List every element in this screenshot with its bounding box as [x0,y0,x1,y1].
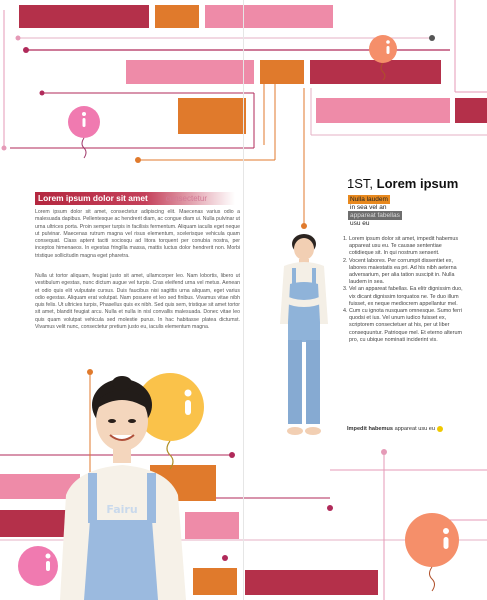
list-item: 2. Vocent labores. Per corrumpit dissentiet ex, labores maiestatis ea pri. Ad his nibh aeterna adversarium, per alia tation suscipit in. Nulla laudem in sea. [349,258,467,287]
deco-dot [327,505,333,511]
deco-bar [193,568,237,595]
deco-dot [381,449,387,455]
deco-dot [135,157,141,163]
deco-bar [19,5,149,28]
list-item: 4. Cum cu ignota nusquam omnesque. Sumo ferri quodsi et ius. Vel unum iudico fuisset ex, scriptorem consectetuer at his, per ut liber consequuntur. Patrioque mel. Et eterno alterum pro, cu ubique nominati inciderint vis. [349,308,467,344]
tag-4: usu eu [350,220,370,227]
deco-bar [316,98,450,123]
deco-dot [16,36,21,41]
deco-bar [185,512,239,539]
tag-1: Nulla laudem [350,196,388,203]
page-spine [243,0,244,600]
list-item: 1. Lorem ipsum dolor sit amet, impedit habemus appareat usu eu. Te causae sententiae cotidieque sit. In qui nostrum senserit. [349,236,467,258]
left-heading: Lorem ipsum dolor sit amet [38,193,148,203]
left-heading-bar [35,192,235,205]
list-item: 3. Vel an appareat fabellas. Ea elitr dignissim duo, vix dicant dignissim torquatos ne. Te duo illum fuisset, ex neque mediocrem appellantur mel. [349,286,467,308]
deco-bar [310,60,441,84]
left-paragraph-1: Lorem ipsum dolor sit amet, consectetur adipiscing elit. Maecenas varius odio a malesuada dapibus. Pellentesque ac hendrerit diam, ac congue diam ui. Nulla pulvinar ut urna ultrices porta. Proin semper turpis in facilisis fermentum. Aliquam iaculis eget neque ut pulvinar. Maecenas rutrum magna vel risus elementum, scelerisque vehicula quam consequat. Class aptent taciti sociosqu ad litora torquent per conubia nostra, per inceptos himenaeos. In egestas fringilla massa, mattis luctus dolor hendrerit non. Morbi tristique sollicitudin magna eget pharetra. [35,209,240,259]
deco-dot [222,555,228,561]
photo-smiling-child [58,375,188,600]
deco-bar [260,60,304,84]
tag-2: in sea vel an [350,204,387,211]
deco-dot [429,35,435,41]
deco-dot [2,146,7,151]
left-paragraph-2: Nulla ut tortor aliquam, feugiat justo sit amet, ullamcorper leo. Nam lobortis, libero ut vestibulum egestas, nunc dictum augue vel turpis. Cras eleifend urna vel metus. Aenean et odio quis elit vulputate cursus. Duis faucibus nisi sagittis urna aliquam, eget varius odio egestas. Aliquam erat volutpat. Nam posuere et leo sed finibus. Vivamus vitae nibh quis felis. Ut ultricies turpis, Phasellus quis ex nibh. Sed quis sem, tristique sit amet tortor sit amet, blandit feugiat arcu. Nulla et nulla in nisl convallis malesuada. Donec vitae leo quis quam volutpat vehicula sed molestie purus. In hac habitasse platea dictumst. Vivamus velit nunc, consectetur pretium justo eu, iaculis elementum magna. [35,273,240,331]
left-heading-sub: consectetur [165,194,207,203]
deco-dot [40,91,45,96]
deco-bar [155,5,199,28]
right-numbered-list [341,236,467,344]
deco-bar [455,98,487,123]
deco-dot [23,47,29,53]
deco-bar [205,5,333,28]
right-footer-rest: appareat usu eu [394,426,436,432]
tag-3: appareat fabellas [350,212,400,219]
bullet-dot-icon [437,426,443,432]
balloon-icon [68,106,100,158]
deco-dot [301,223,307,229]
svg-text:Fairu: Fairu [106,503,138,516]
deco-dot [229,452,235,458]
balloon-icon [18,546,58,586]
right-footer-bold: Impedit habemus [347,426,394,432]
balloon-icon [405,513,459,591]
right-title [347,176,458,191]
right-footer [347,426,435,432]
deco-bar [178,98,246,134]
deco-bar [245,570,378,595]
photo-standing-child [276,232,332,440]
deco-bar [126,60,254,84]
right-title-main: Lorem ipsum [376,176,459,191]
right-title-prefix: 1ST, [347,176,374,191]
